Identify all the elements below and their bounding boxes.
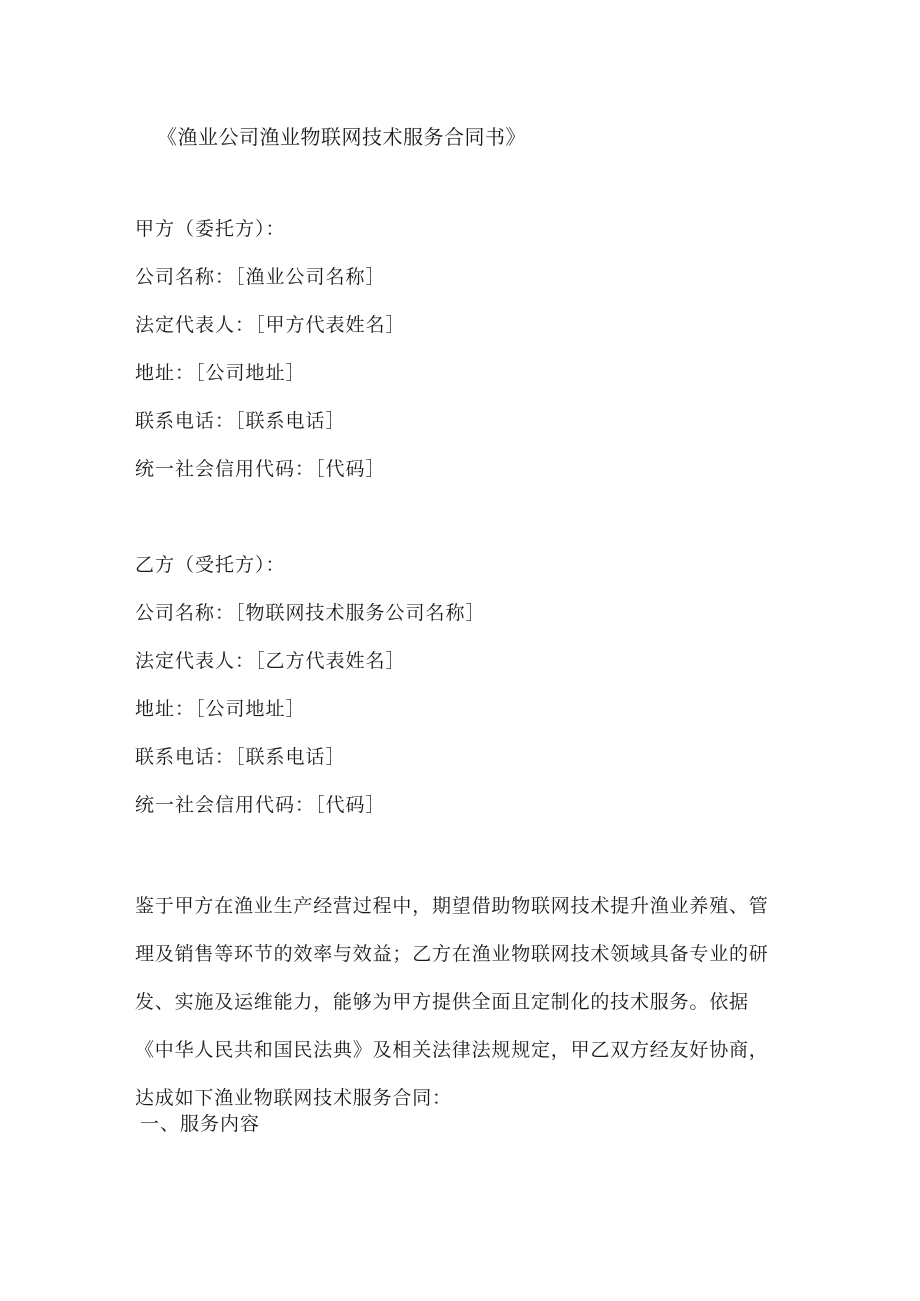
party-a-credit-code: 统一社会信用代码：［代码］ [135, 458, 386, 480]
party-a-heading: 甲方（委托方）： [135, 218, 286, 240]
preamble-line: 理及销售等环节的效率与效益；乙方在渔业物联网技术领域具备专业的研 [135, 943, 769, 965]
preamble-line: 《中华人民共和国民法典》及相关法律法规规定，甲乙双方经友好协商， [135, 1039, 769, 1061]
party-a-legal-representative: 法定代表人：［甲方代表姓名］ [135, 314, 406, 336]
section-heading-service-content: 一、服务内容 [140, 1113, 261, 1135]
party-a-address: 地址：［公司地址］ [135, 362, 306, 384]
party-a-phone: 联系电话：［联系电话］ [135, 410, 346, 432]
party-b-address: 地址：［公司地址］ [135, 698, 306, 720]
preamble-line: 发、实施及运维能力，能够为甲方提供全面且定制化的技术服务。依据 [135, 991, 749, 1013]
party-b-heading: 乙方（受托方）： [135, 554, 286, 576]
party-b-credit-code: 统一社会信用代码：［代码］ [135, 794, 386, 816]
party-a-company-name: 公司名称：［渔业公司名称］ [135, 266, 386, 288]
party-b-phone: 联系电话：［联系电话］ [135, 746, 346, 768]
preamble-line: 鉴于甲方在渔业生产经营过程中，期望借助物联网技术提升渔业养殖、管 [135, 895, 769, 917]
preamble-line: 达成如下渔业物联网技术服务合同： [135, 1087, 452, 1109]
preamble-paragraph [135, 882, 783, 1122]
document-title: 《渔业公司渔业物联网技术服务合同书》 [157, 125, 526, 149]
party-b-company-name: 公司名称：［物联网技术服务公司名称］ [135, 602, 486, 624]
party-b-legal-representative: 法定代表人：［乙方代表姓名］ [135, 650, 406, 672]
